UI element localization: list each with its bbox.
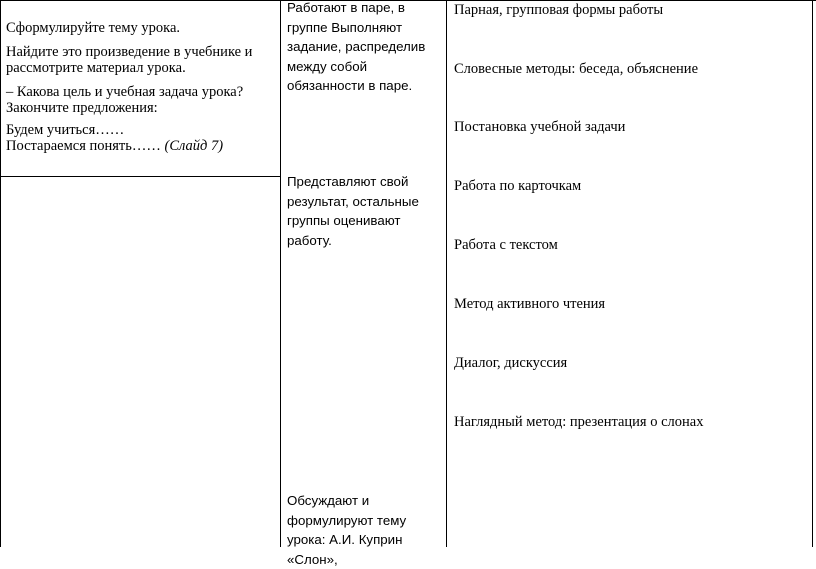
method-item: Словесные методы: беседа, объяснение <box>454 61 699 77</box>
goal-question-line: – Какова цель и учебная задача урока? <box>6 83 244 100</box>
column-divider-1 <box>280 0 281 547</box>
table-border-left <box>0 0 1 547</box>
we-will-learn-line: Будем учиться…… <box>6 121 125 138</box>
student-activity-block-3: Обсуждают и формулируют тему урока: А.И. Куприн «Слон», <box>287 493 407 567</box>
method-item: Работа по карточкам <box>454 178 582 194</box>
method-item: Наглядный метод: презентация о слонах <box>454 414 704 430</box>
method-item: Парная, групповая формы работы <box>454 2 664 18</box>
column-divider-2 <box>446 0 447 547</box>
task-formulate-topic: Сформулируйте тему урока. <box>6 20 181 36</box>
slide-reference: (Слайд 7) <box>164 138 224 154</box>
finish-sentences-line: Закончите предложения: <box>6 100 158 116</box>
student-activity-block-2: Представляют свой результат, остальные группы оценивают работу. <box>287 174 419 248</box>
row-divider-col1 <box>0 176 281 177</box>
student-activity-block-1: Работают в паре, в группе Выполняют задание, распределив между собой обязанности в паре. <box>287 0 426 93</box>
method-item: Работа с текстом <box>454 237 558 253</box>
method-item: Метод активного чтения <box>454 296 606 312</box>
we-will-understand-line: Постараемся понять…… <box>6 138 165 154</box>
table-border-right <box>812 0 813 547</box>
method-item: Диалог, дискуссия <box>454 355 568 371</box>
task-sentence-starters <box>6 122 268 155</box>
method-item: Постановка учебной задачи <box>454 119 626 135</box>
task-goal-question <box>6 84 268 117</box>
teacher-activity-cell <box>6 20 268 162</box>
task-find-work: Найдите это произведение в учебнике и рассмотрите материал урока. <box>6 43 253 76</box>
